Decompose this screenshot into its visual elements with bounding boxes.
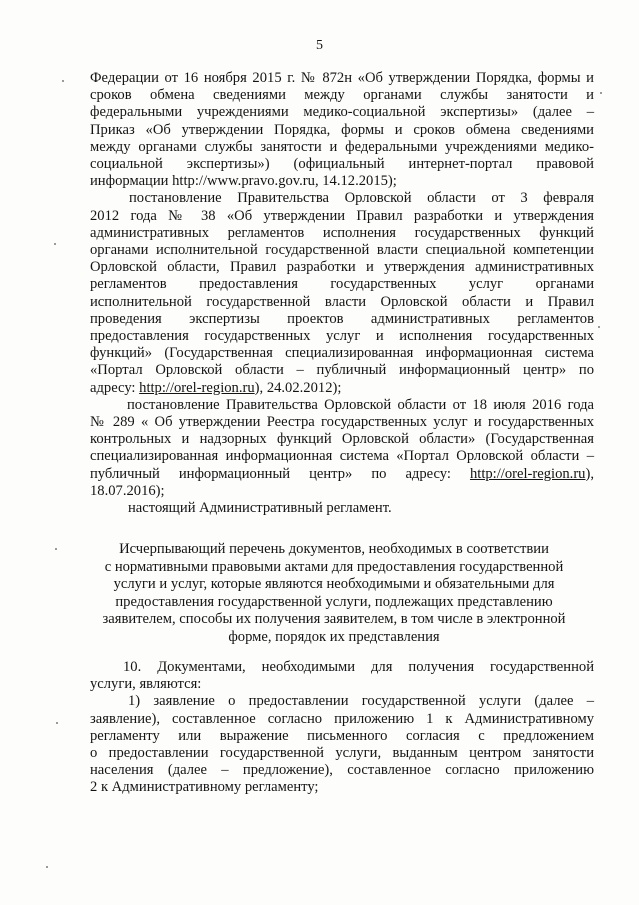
main-text-block xyxy=(90,70,594,517)
portal-link[interactable]: http://orel-region.ru xyxy=(139,379,255,396)
text-line: федеральными учреждениями медико-социальной экспертизы» (далее – xyxy=(90,104,594,121)
text-line xyxy=(90,466,594,483)
heading-line: предоставления государственной услуги, подлежащих представлению xyxy=(115,593,553,610)
text-line: Орловской области, Правил разработки и утверждения административных xyxy=(90,259,594,276)
paragraph-prikaz xyxy=(90,70,594,190)
text-line: заявление), составленное согласно приложению 1 к Административному xyxy=(90,710,594,727)
text-line: информации http://www.pravo.gov.ru, 14.12.2015); xyxy=(90,173,397,190)
text-line: Федерации от 16 ноября 2015 г. № 872н «Об утверждении Порядка, формы и xyxy=(90,70,594,86)
text-line: специализированная информационная система «Портал Орловской области – xyxy=(90,448,594,465)
portal-link[interactable]: http://orel-region.ru xyxy=(469,465,586,482)
text-line: о предоставлении государственной услуги, выданным центром занятости xyxy=(90,745,594,762)
text-line: Приказ «Об утверждении Порядка, формы и сроков обмена сведениями xyxy=(90,121,594,138)
paragraph-reglament: настоящий Административный регламент. xyxy=(128,500,392,517)
list-item-1 xyxy=(90,693,594,796)
text-line: административных регламентов исполнения государственных функций xyxy=(90,224,594,241)
scan-speck xyxy=(598,326,600,328)
text-line: сроков обмена сведениями между органами службы занятости и xyxy=(90,87,594,104)
text-line: 2012 года № 38 «Об утверждении Правил разработки и утверждения xyxy=(90,207,594,224)
text-line: 18.07.2016); xyxy=(90,482,165,499)
text-line: контрольных и надзорных функций Орловской области» (Государственная xyxy=(90,431,594,448)
scan-speck xyxy=(46,866,48,868)
text-line: регламенту или выражение письменного согласия с предложением xyxy=(90,727,594,744)
text-line: постановление Правительства Орловской области от 3 февраля xyxy=(129,190,594,207)
scan-speck xyxy=(600,92,602,94)
paragraph-10 xyxy=(90,659,594,693)
paragraph-postanovlenie-38 xyxy=(90,190,594,396)
section-heading xyxy=(84,541,584,647)
scan-speck xyxy=(55,548,57,550)
text-line: органами исполнительной государственной власти специальной компетенции xyxy=(90,242,594,259)
text-line: «Портал Орловской области – публичный информационный центр» по xyxy=(90,362,594,379)
text-line: 10. Документами, необходимыми для получения государственной xyxy=(123,659,594,675)
text-fragment: ), 24.02.2012); xyxy=(254,379,342,396)
text-fragment: адресу: xyxy=(90,379,140,396)
text-line: 1) заявление о предоставлении государственной услуги (далее – xyxy=(128,693,594,710)
paragraph-postanovlenie-289 xyxy=(90,397,594,500)
heading-line: заявителем, способы их получения заявителем, в том числе в электронной xyxy=(102,611,566,628)
heading-line: с нормативными правовыми актами для предоставления государственной xyxy=(104,558,564,575)
text-line xyxy=(90,380,594,397)
text-line: постановление Правительства Орловской области от 18 июля 2016 года xyxy=(127,396,594,413)
scan-speck xyxy=(62,80,64,82)
text-line: услуги, являются: xyxy=(90,676,202,693)
text-fragment: ), xyxy=(585,465,594,482)
text-line: предоставления государственных услуг и исполнения государственных xyxy=(90,328,594,345)
text-line: исполнительной государственной власти Орловской области и Правил xyxy=(90,293,594,310)
text-line: функций» (Государственная специализированная информационная система xyxy=(90,345,594,362)
text-line: регламентов предоставления государственных услуг органами xyxy=(90,276,594,293)
text-line: проведения экспертизы проектов административных регламентов xyxy=(90,310,594,327)
text-line: между органами службы занятости и федеральными учреждениями медико- xyxy=(90,138,594,155)
text-line: социальной экспертизы») (официальный интернет-портал правовой xyxy=(90,156,594,173)
text-fragment: публичный информационный центр» по адресу: xyxy=(90,465,470,482)
heading-line: услуги и услуг, которые являются необходимыми и обязательными для xyxy=(113,576,555,593)
documents-list-block xyxy=(90,659,594,797)
heading-line: Исчерпывающий перечень документов, необходимых в соответствии xyxy=(119,541,549,557)
heading-line: форме, порядок их представления xyxy=(228,628,440,645)
scan-speck xyxy=(56,722,58,724)
text-line: № 289 « Об утверждении Реестра государственных услуг и государственных xyxy=(90,414,594,431)
page-number: 5 xyxy=(316,38,323,53)
text-line: населения (далее – предложение), составленное согласно приложению xyxy=(90,762,594,779)
scan-speck xyxy=(54,243,56,245)
text-line: 2 к Административному регламенту; xyxy=(90,779,319,796)
